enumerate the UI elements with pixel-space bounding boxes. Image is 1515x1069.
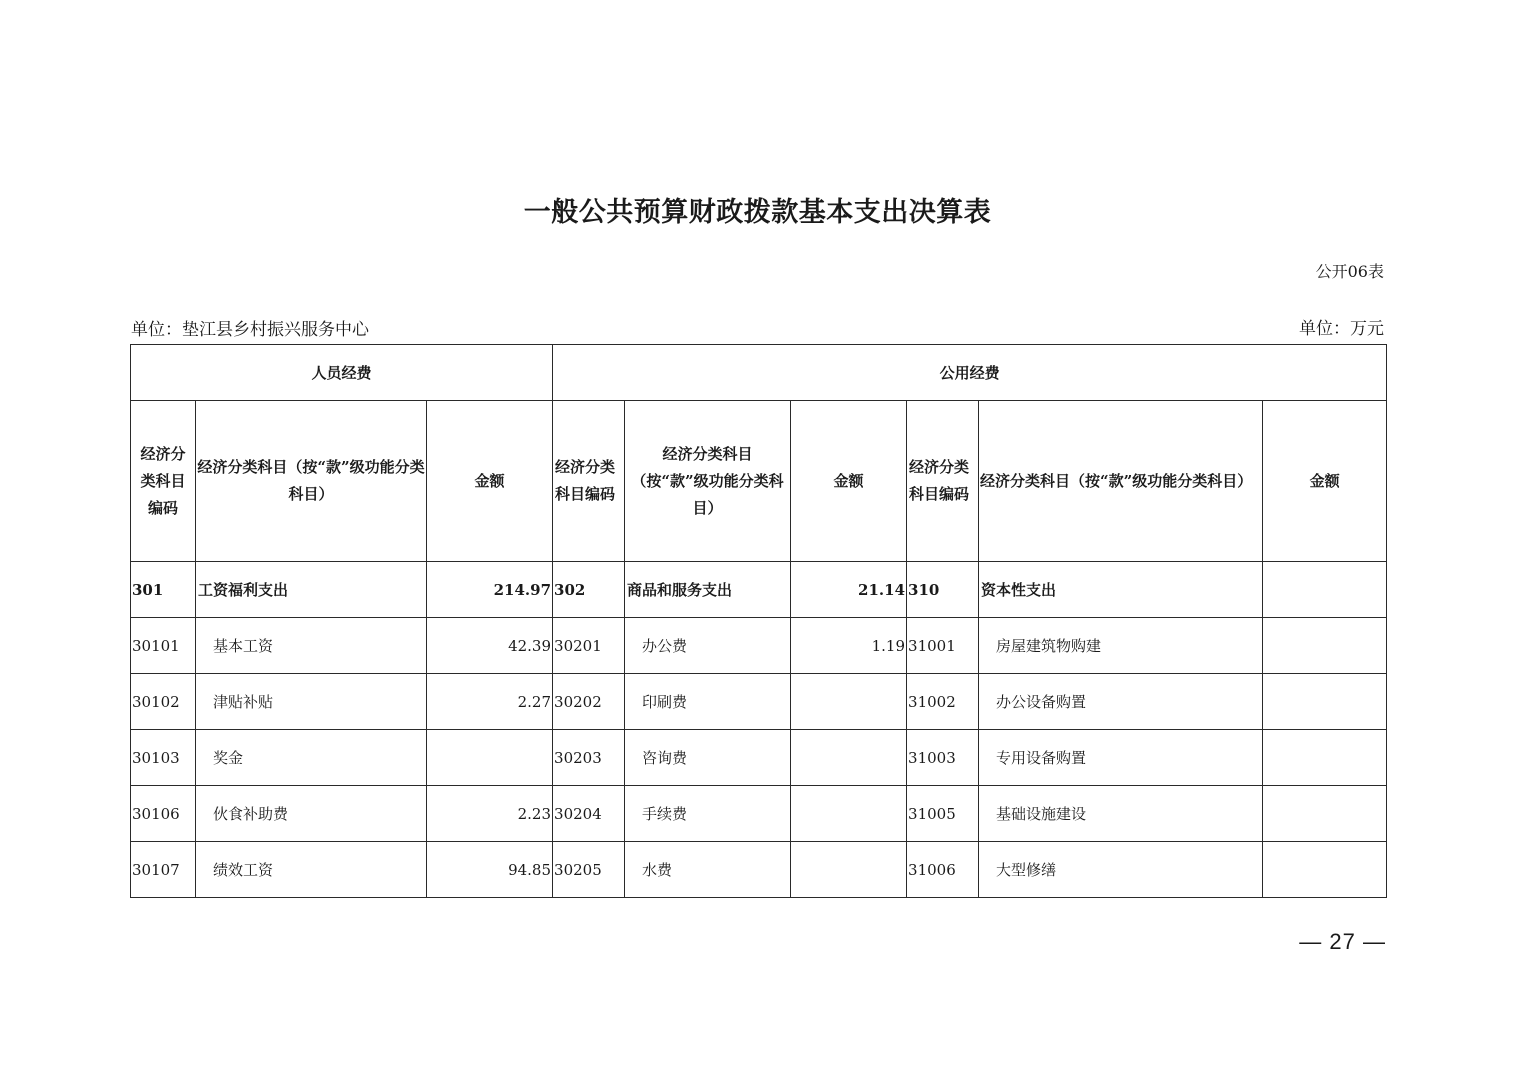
public-code: 30205 bbox=[553, 842, 625, 898]
capital-amount bbox=[1263, 786, 1387, 842]
public-item: 水费 bbox=[625, 842, 791, 898]
capital-item: 资本性支出 bbox=[979, 562, 1263, 618]
group-header-row bbox=[131, 345, 1387, 401]
expenditure-table bbox=[130, 344, 1387, 898]
capital-amount bbox=[1263, 842, 1387, 898]
personnel-amount: 2.27 bbox=[427, 674, 553, 730]
table-row bbox=[131, 618, 1387, 674]
header-amount-2: 金额 bbox=[791, 401, 907, 562]
header-code-1: 经济分类科目编码 bbox=[131, 401, 196, 562]
public-amount bbox=[791, 842, 907, 898]
public-amount bbox=[791, 674, 907, 730]
page-number: — 27 — bbox=[1299, 929, 1386, 954]
header-amount-1: 金额 bbox=[427, 401, 553, 562]
header-name-2: 经济分类科目（按“款”级功能分类科目） bbox=[625, 401, 791, 562]
unit-currency: 单位：万元 bbox=[1299, 319, 1384, 339]
capital-item: 专用设备购置 bbox=[979, 730, 1263, 786]
personnel-item: 基本工资 bbox=[196, 618, 427, 674]
public-item: 办公费 bbox=[625, 618, 791, 674]
personnel-amount: 2.23 bbox=[427, 786, 553, 842]
page-title: 一般公共预算财政拨款基本支出决算表 bbox=[523, 197, 992, 228]
capital-code: 31001 bbox=[907, 618, 979, 674]
capital-amount bbox=[1263, 618, 1387, 674]
capital-code: 310 bbox=[907, 562, 979, 618]
public-item: 手续费 bbox=[625, 786, 791, 842]
group-personnel-expenses: 人员经费 bbox=[131, 345, 553, 401]
public-amount bbox=[791, 730, 907, 786]
public-code: 30202 bbox=[553, 674, 625, 730]
capital-item: 办公设备购置 bbox=[979, 674, 1263, 730]
table-row bbox=[131, 786, 1387, 842]
capital-code: 31002 bbox=[907, 674, 979, 730]
personnel-code: 30107 bbox=[131, 842, 196, 898]
header-name-3: 经济分类科目（按“款”级功能分类科目） bbox=[979, 401, 1263, 562]
public-amount: 21.14 bbox=[791, 562, 907, 618]
table-row bbox=[131, 562, 1387, 618]
personnel-code: 30103 bbox=[131, 730, 196, 786]
personnel-amount: 42.39 bbox=[427, 618, 553, 674]
personnel-item: 工资福利支出 bbox=[196, 562, 427, 618]
personnel-amount: 214.97 bbox=[427, 562, 553, 618]
header-amount-3: 金额 bbox=[1263, 401, 1387, 562]
capital-amount bbox=[1263, 730, 1387, 786]
header-code-2: 经济分类科目编码 bbox=[553, 401, 625, 562]
table-row bbox=[131, 674, 1387, 730]
group-public-expenses: 公用经费 bbox=[553, 345, 1387, 401]
header-name-1: 经济分类科目（按“款”级功能分类科目） bbox=[196, 401, 427, 562]
public-code: 30201 bbox=[553, 618, 625, 674]
capital-code: 31005 bbox=[907, 786, 979, 842]
public-code: 30204 bbox=[553, 786, 625, 842]
personnel-amount: 94.85 bbox=[427, 842, 553, 898]
personnel-code: 30101 bbox=[131, 618, 196, 674]
public-code: 30203 bbox=[553, 730, 625, 786]
capital-code: 31006 bbox=[907, 842, 979, 898]
unit-organization: 单位：垫江县乡村振兴服务中心 bbox=[131, 320, 369, 340]
column-header-row bbox=[131, 401, 1387, 562]
public-amount: 1.19 bbox=[791, 618, 907, 674]
personnel-item: 绩效工资 bbox=[196, 842, 427, 898]
table-number: 公开06表 bbox=[1315, 262, 1384, 281]
capital-amount bbox=[1263, 674, 1387, 730]
capital-item: 房屋建筑物购建 bbox=[979, 618, 1263, 674]
personnel-code: 301 bbox=[131, 562, 196, 618]
table-row bbox=[131, 842, 1387, 898]
public-code: 302 bbox=[553, 562, 625, 618]
personnel-code: 30106 bbox=[131, 786, 196, 842]
personnel-item: 伙食补助费 bbox=[196, 786, 427, 842]
personnel-amount bbox=[427, 730, 553, 786]
public-amount bbox=[791, 786, 907, 842]
capital-code: 31003 bbox=[907, 730, 979, 786]
header-code-3: 经济分类科目编码 bbox=[907, 401, 979, 562]
personnel-code: 30102 bbox=[131, 674, 196, 730]
personnel-item: 津贴补贴 bbox=[196, 674, 427, 730]
personnel-item: 奖金 bbox=[196, 730, 427, 786]
capital-amount bbox=[1263, 562, 1387, 618]
public-item: 商品和服务支出 bbox=[625, 562, 791, 618]
capital-item: 基础设施建设 bbox=[979, 786, 1263, 842]
capital-item: 大型修缮 bbox=[979, 842, 1263, 898]
public-item: 咨询费 bbox=[625, 730, 791, 786]
public-item: 印刷费 bbox=[625, 674, 791, 730]
table-row bbox=[131, 730, 1387, 786]
